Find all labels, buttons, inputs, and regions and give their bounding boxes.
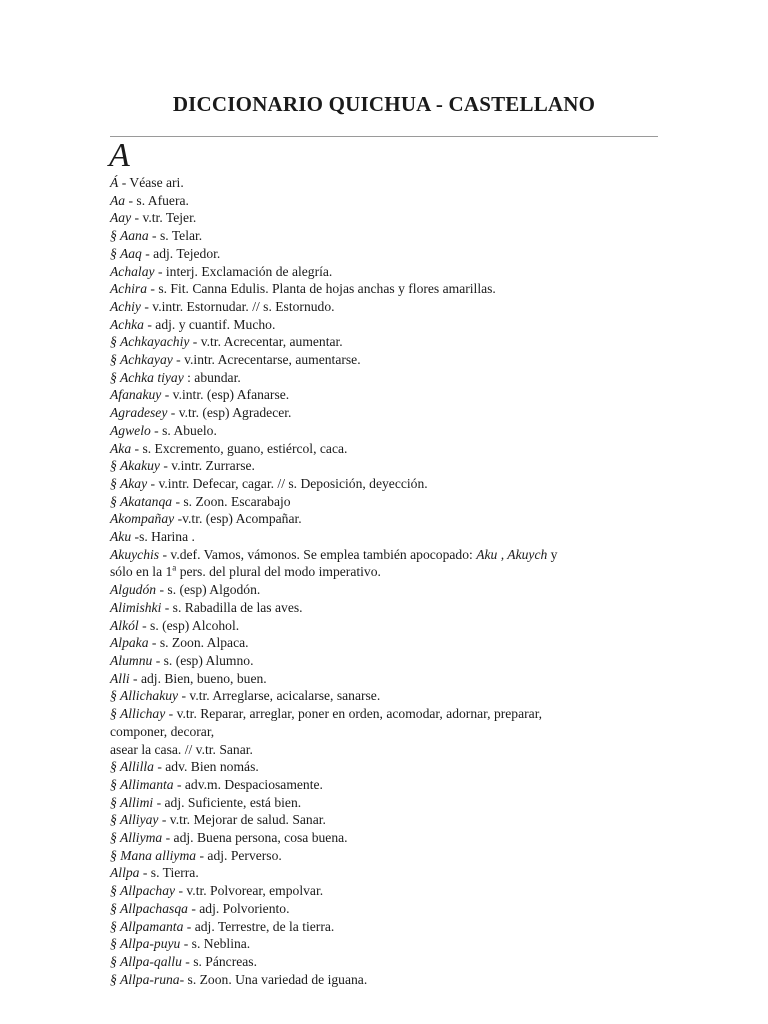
- entry-definition: : abundar.: [183, 369, 241, 385]
- entry-headword: Allpa: [110, 865, 140, 881]
- entry-headword: § Akay: [110, 475, 148, 491]
- entry-definition: -v.tr. (esp) Acompañar.: [174, 511, 302, 527]
- entry-headword: Agradesey: [110, 405, 168, 421]
- dictionary-entry: [110, 935, 640, 953]
- entry-headword: § Mana alliyma: [110, 847, 197, 863]
- entry-headword: § Aaq: [110, 245, 142, 261]
- dictionary-entry: [110, 705, 640, 723]
- entry-headword: Aka: [110, 440, 132, 456]
- entry-definition-continued: pers. del plural del modo imperativo.: [176, 564, 381, 580]
- entry-superscript: a: [172, 562, 177, 573]
- dictionary-entry: [110, 546, 640, 564]
- dictionary-entry: [110, 794, 640, 812]
- entry-headword: § Allilla: [110, 759, 154, 775]
- entry-definition: - v.tr. (esp) Agradecer.: [167, 405, 292, 421]
- entry-headword: Akuychis: [110, 546, 160, 562]
- dictionary-entry: [110, 687, 640, 705]
- dictionary-entry: [110, 369, 640, 387]
- entry-headword-variant: Aku , Akuych: [476, 546, 548, 562]
- dictionary-entry: [110, 422, 640, 440]
- entry-headword: Alimishki: [110, 599, 162, 615]
- dictionary-entry: [110, 723, 640, 741]
- dictionary-entry: [110, 404, 640, 422]
- entry-definition: - v.intr. Estornudar. // s. Estornudo.: [140, 298, 335, 314]
- entry-headword: Akompañay: [110, 511, 175, 527]
- entry-definition: - v.tr. Reparar, arreglar, poner en orden, acomodar, adornar, preparar,: [165, 706, 543, 722]
- dictionary-entry: [110, 652, 640, 670]
- entry-headword: Á: [110, 175, 119, 190]
- entry-headword: § Alliyay: [110, 812, 159, 828]
- entry-headword: § Allichakuy: [110, 688, 179, 704]
- entry-definition: sólo en la 1: [110, 564, 173, 580]
- entry-definition: - interj. Exclamación de alegría.: [154, 263, 333, 279]
- dictionary-entry: [110, 847, 640, 865]
- dictionary-entry: [110, 457, 640, 475]
- dictionary-entry: [110, 776, 640, 794]
- entry-definition: - v.tr. Polvorear, empolvar.: [175, 883, 324, 899]
- entry-definition: - adj. Perverso.: [196, 847, 282, 863]
- dictionary-entry: [110, 174, 640, 192]
- dictionary-entry: [110, 811, 640, 829]
- entry-headword: Algudón: [110, 582, 157, 598]
- entry-definition: - s. (esp) Algodón.: [156, 582, 261, 598]
- entry-definition: - adv.m. Despaciosamente.: [173, 776, 323, 792]
- dictionary-entry: [110, 634, 640, 652]
- entry-headword: § Achkayachiy: [110, 334, 190, 350]
- dictionary-entry: [110, 263, 640, 281]
- entry-definition: - v.tr. Mejorar de salud. Sanar.: [158, 812, 326, 828]
- dictionary-entry: [110, 440, 640, 458]
- entry-definition: s. Zoon. Una variedad de iguana.: [184, 971, 368, 987]
- entry-definition: - adj. Bien, bueno, buen.: [129, 670, 267, 686]
- entry-headword: § Allichay: [110, 706, 166, 722]
- entry-definition: - v.tr. Acrecentar, aumentar.: [189, 334, 343, 350]
- entry-definition: - adv. Bien nomás.: [153, 759, 259, 775]
- entry-definition: - s. Zoon. Escarabajo: [172, 493, 291, 509]
- entry-headword: § Allpachay: [110, 883, 176, 899]
- entry-definition-continued: y: [547, 546, 558, 562]
- dictionary-entry: [110, 741, 640, 759]
- entry-headword: Alpaka: [110, 635, 149, 651]
- entry-headword: Aa: [110, 192, 126, 208]
- entry-headword: § Akakuy: [110, 458, 160, 474]
- entry-definition: -s. Harina .: [131, 529, 195, 545]
- entry-headword: § Achkayay: [110, 352, 173, 368]
- dictionary-entry: [110, 617, 640, 635]
- dictionary-entry: [110, 298, 640, 316]
- entry-definition: - Véase ari.: [118, 175, 184, 190]
- dictionary-entry: [110, 475, 640, 493]
- entry-headword: § Akatanqa: [110, 493, 173, 509]
- entry-headword: § Achka tiyay: [110, 369, 184, 385]
- dictionary-entry-list: [110, 174, 640, 988]
- entry-headword: § Allpamanta: [110, 918, 184, 934]
- dictionary-entry: [110, 227, 640, 245]
- dictionary-entry: [110, 351, 640, 369]
- entry-definition: - s. Neblina.: [180, 936, 251, 952]
- entry-headword: § Allimanta: [110, 776, 174, 792]
- dictionary-entry: [110, 316, 640, 334]
- dictionary-entry: [110, 918, 640, 936]
- entry-definition: - s. Excremento, guano, estiércol, caca.: [131, 440, 348, 456]
- entry-headword: Alli: [110, 670, 130, 686]
- entry-definition: - adj. Suficiente, está bien.: [153, 794, 302, 810]
- page-title: DICCIONARIO QUICHUA - CASTELLANO: [172, 92, 596, 116]
- dictionary-entry: [110, 192, 640, 210]
- section-letter: A: [109, 137, 130, 174]
- dictionary-entry: [110, 333, 640, 351]
- dictionary-entry: [110, 245, 640, 263]
- entry-definition: - s. Fit. Canna Edulis. Planta de hojas anchas y flores amarillas.: [147, 281, 496, 297]
- dictionary-entry: [110, 971, 640, 989]
- dictionary-entry: [110, 864, 640, 882]
- entry-headword: Achiy: [110, 298, 141, 314]
- entry-definition: - s. Abuelo.: [150, 422, 217, 438]
- entry-headword: § Aana: [110, 228, 149, 244]
- entry-headword: Achalay: [110, 263, 155, 279]
- entry-definition: asear la casa. // v.tr. Sanar.: [110, 741, 253, 757]
- entry-headword: Afanakuy: [110, 387, 162, 403]
- entry-definition: - v.tr. Tejer.: [131, 210, 197, 226]
- entry-headword: Agwelo: [110, 422, 151, 438]
- entry-headword: Aay: [110, 210, 132, 226]
- entry-headword: § Allpa-qallu: [110, 953, 182, 969]
- dictionary-entry: [110, 599, 640, 617]
- dictionary-entry: [110, 581, 640, 599]
- dictionary-entry: [110, 493, 640, 511]
- entry-definition: - v.intr. Acrecentarse, aumentarse.: [172, 352, 361, 368]
- entry-definition: - v.def. Vamos, vámonos. Se emplea también apocopado:: [159, 546, 477, 562]
- entry-headword: Alumnu: [110, 652, 153, 668]
- entry-headword: § Alliyma: [110, 830, 163, 846]
- entry-headword: Achka: [110, 316, 144, 332]
- entry-definition: - s. (esp) Alcohol.: [138, 617, 240, 633]
- entry-definition: - v.intr. (esp) Afanarse.: [161, 387, 290, 403]
- title-divider: [110, 136, 658, 137]
- entry-definition: - adj. Tejedor.: [141, 245, 221, 261]
- entry-definition: - s. Zoon. Alpaca.: [148, 635, 249, 651]
- dictionary-entry: [110, 900, 640, 918]
- entry-headword: Aku: [110, 529, 132, 545]
- dictionary-entry: [110, 758, 640, 776]
- entry-definition: - adj. Terrestre, de la tierra.: [183, 918, 335, 934]
- entry-definition: - s. Páncreas.: [181, 953, 257, 969]
- entry-definition: - adj. Buena persona, cosa buena.: [162, 830, 348, 846]
- dictionary-entry: [110, 280, 640, 298]
- entry-headword: § Allimi: [110, 794, 154, 810]
- entry-definition: - v.tr. Arreglarse, acicalarse, sanarse.: [178, 688, 381, 704]
- entry-definition: - v.intr. Defecar, cagar. // s. Deposición, deyección.: [147, 475, 428, 491]
- entry-definition: - adj. Polvoriento.: [187, 900, 290, 916]
- entry-definition: - s. (esp) Alumno.: [152, 652, 254, 668]
- entry-definition: - v.intr. Zurrarse.: [159, 458, 255, 474]
- dictionary-entry: [110, 882, 640, 900]
- dictionary-entry: [110, 386, 640, 404]
- dictionary-entry: [110, 670, 640, 688]
- dictionary-entry: [110, 528, 640, 546]
- entry-definition: - s. Tierra.: [139, 865, 199, 881]
- entry-definition: - s. Rabadilla de las aves.: [161, 599, 303, 615]
- entry-headword: § Allpa-runa-: [110, 971, 185, 987]
- entry-definition: - s. Telar.: [148, 228, 203, 244]
- dictionary-entry: [110, 510, 640, 528]
- entry-headword: Achira: [110, 281, 147, 297]
- entry-headword: § Allpa-puyu: [110, 936, 181, 952]
- entry-definition: componer, decorar,: [110, 723, 215, 739]
- entry-definition: - adj. y cuantif. Mucho.: [143, 316, 276, 332]
- dictionary-entry: [110, 953, 640, 971]
- dictionary-entry: [110, 209, 640, 227]
- entry-definition: - s. Afuera.: [125, 192, 189, 208]
- dictionary-entry: [110, 829, 640, 847]
- entry-headword: § Allpachasqa: [110, 900, 188, 916]
- dictionary-entry: [110, 563, 640, 581]
- entry-headword: Alkól: [110, 617, 139, 633]
